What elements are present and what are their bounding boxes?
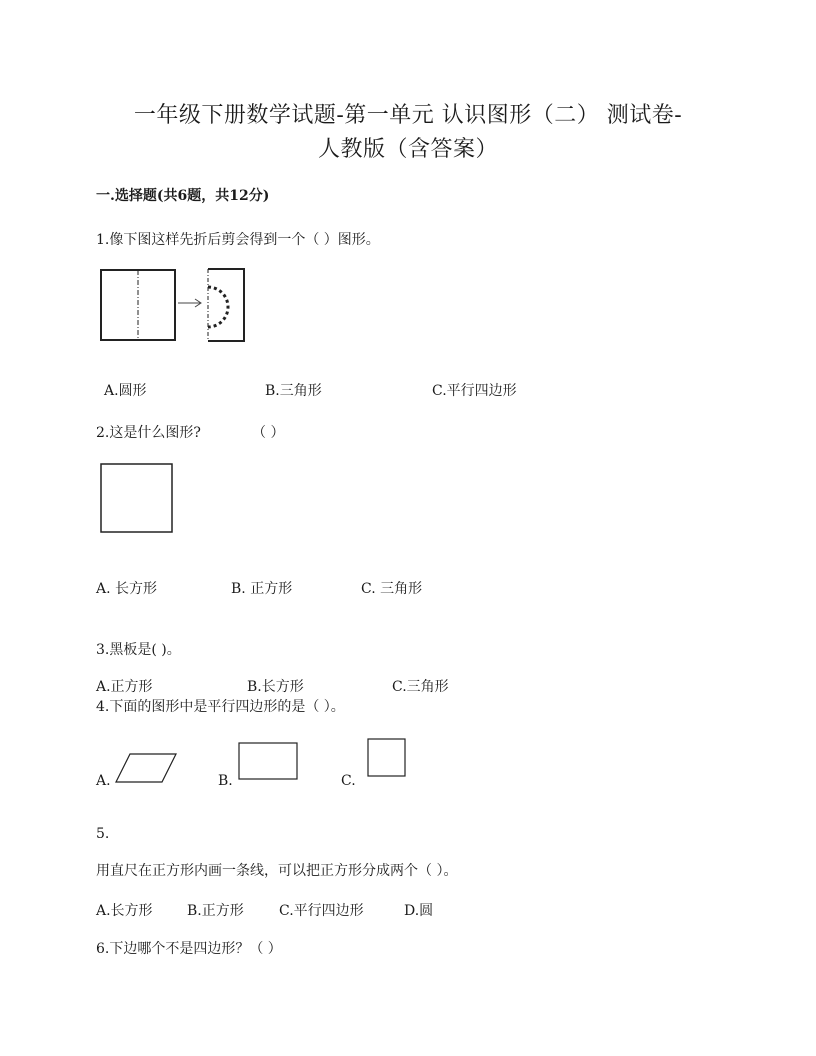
- parallelogram-shape: [116, 754, 176, 782]
- question-1-option-c: C.平行四边形: [432, 383, 517, 399]
- small-square-shape: [368, 739, 405, 776]
- cut-semicircle: [208, 287, 228, 327]
- question-1-option-b: B.三角形: [265, 383, 322, 399]
- question-3-option-c: C.三角形: [392, 679, 449, 695]
- question-4-option-b-shape: [236, 740, 302, 784]
- question-5-text: 用直尺在正方形内画一条线，可以把正方形分成两个（ ）。: [96, 863, 458, 879]
- question-5-option-d: D.圆: [404, 903, 434, 919]
- page-title-line2: 人教版（含答案）: [317, 137, 498, 162]
- question-5-number: 5.: [96, 826, 110, 842]
- question-2-figure: [96, 458, 178, 538]
- question-3-text: 3.黑板是( )。: [96, 642, 181, 658]
- question-5-option-b: B.正方形: [187, 903, 244, 919]
- question-4-option-a: A.: [96, 773, 111, 789]
- section-heading: 一.选择题(共6题，共12分): [96, 188, 270, 204]
- question-1-figure: [96, 265, 256, 345]
- question-2-option-b: B. 正方形: [231, 581, 293, 597]
- question-4-option-b: B.: [218, 773, 233, 789]
- question-4-option-a-shape: [114, 750, 180, 786]
- question-6-text: 6.下边哪个不是四边形？（ ）: [96, 941, 282, 957]
- question-2-blank: （ ）: [252, 425, 285, 441]
- question-5-option-c: C.平行四边形: [279, 903, 364, 919]
- square-shape: [101, 464, 172, 532]
- question-2-option-a: A. 长方形: [96, 581, 158, 597]
- rectangle-shape: [239, 743, 297, 779]
- page-title-line1: 一年级下册数学试题-第一单元 认识图形（二） 测试卷-: [133, 103, 683, 128]
- question-4-text: 4.下面的图形中是平行四边形的是（ ）。: [96, 699, 345, 715]
- question-2-option-c: C. 三角形: [361, 581, 423, 597]
- question-4-option-c: C.: [341, 773, 356, 789]
- question-4-option-c-shape: [366, 737, 410, 781]
- question-3-option-b: B.长方形: [247, 679, 304, 695]
- question-3-option-a: A.正方形: [96, 679, 153, 695]
- question-2-text: 2.这是什么图形?: [96, 425, 201, 441]
- folded-half-rect: [208, 269, 244, 341]
- question-1-text: 1.像下图这样先折后剪会得到一个（ ）图形。: [96, 232, 380, 248]
- question-5-option-a: A.长方形: [96, 903, 153, 919]
- question-1-option-a: A.圆形: [104, 383, 147, 399]
